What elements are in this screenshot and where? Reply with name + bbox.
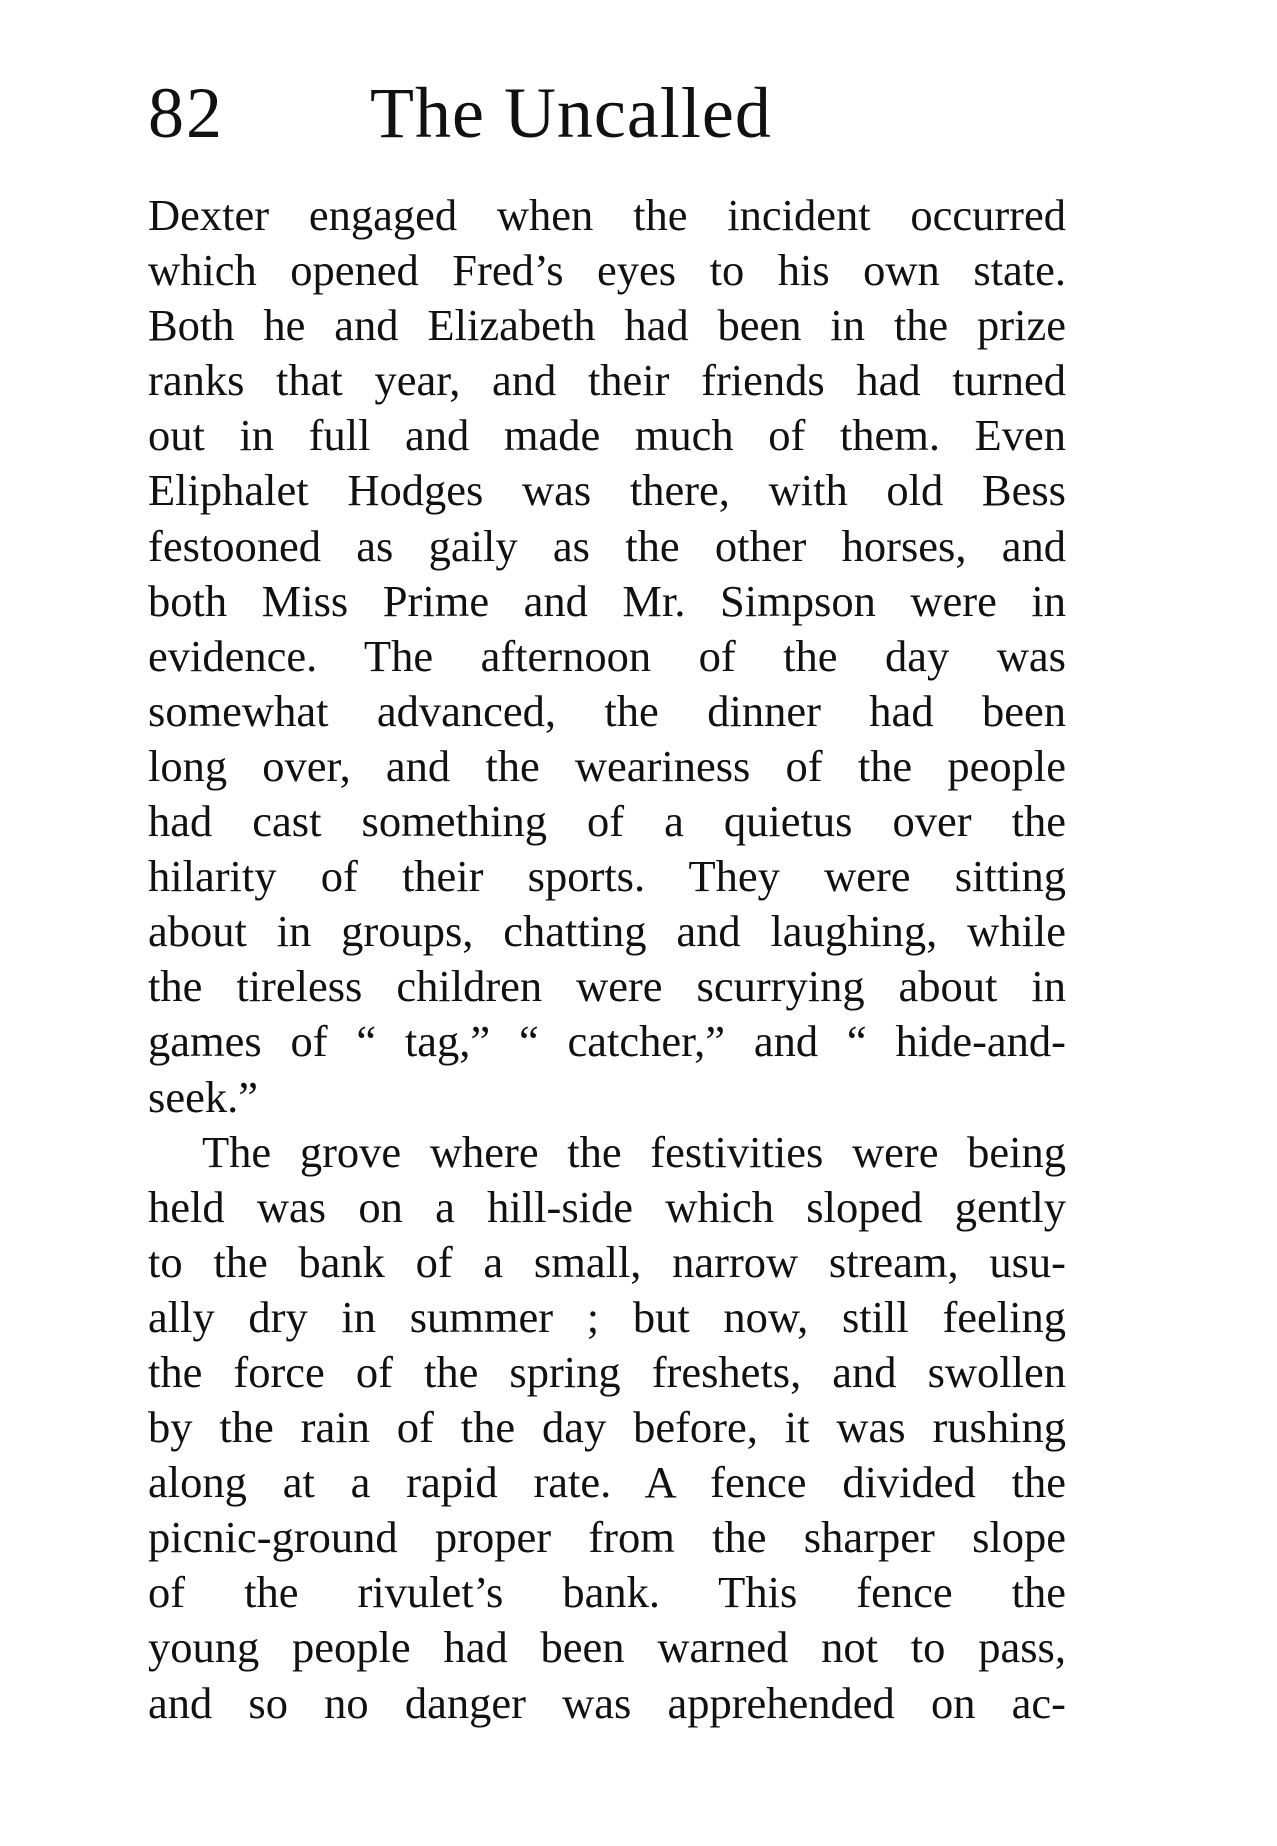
body-text xyxy=(148,188,1066,1731)
text-line: evidence. The afternoon of the day was xyxy=(148,630,1066,681)
text-line: Eliphalet Hodges was there, with old Bess xyxy=(148,465,1066,516)
text-line: festooned as gaily as the other horses, and xyxy=(148,520,1066,571)
text-line: along at a rapid rate. A fence divided the xyxy=(148,1457,1066,1508)
text-line: young people had been warned not to pass, xyxy=(148,1622,1066,1673)
text-line: about in groups, chatting and laughing, while xyxy=(148,906,1066,957)
text-line: by the rain of the day before, it was rushing xyxy=(148,1402,1066,1453)
text-line: ranks that year, and their friends had turned xyxy=(148,355,1066,406)
text-line: long over, and the weariness of the people xyxy=(148,740,1066,791)
text-line: the tireless children were scurrying about in xyxy=(148,961,1066,1012)
text-line: seek.” xyxy=(148,1071,258,1122)
text-line: to the bank of a small, narrow stream, usu- xyxy=(148,1236,1066,1287)
text-line: Both he and Elizabeth had been in the prize xyxy=(148,300,1066,351)
paragraph-2 xyxy=(148,1125,1066,1731)
page-header xyxy=(148,68,1068,168)
running-title: The Uncalled xyxy=(370,73,772,153)
text-line: had cast something of a quietus over the xyxy=(148,796,1066,847)
text-line: and so no danger was apprehended on ac- xyxy=(148,1677,1066,1728)
text-line: of the rivulet’s bank. This fence the xyxy=(148,1567,1066,1618)
text-line: out in full and made much of them. Even xyxy=(148,410,1066,461)
text-line: the force of the spring freshets, and swollen xyxy=(148,1346,1066,1397)
text-line: both Miss Prime and Mr. Simpson were in xyxy=(148,575,1066,626)
text-line: ally dry in summer ; but now, still feeling xyxy=(148,1291,1066,1342)
text-line: held was on a hill-side which sloped gently xyxy=(148,1181,1066,1232)
text-line: picnic-ground proper from the sharper slope xyxy=(148,1512,1066,1563)
paragraph-1 xyxy=(148,188,1066,1125)
text-line: Dexter engaged when the incident occurred xyxy=(148,190,1066,240)
text-line: games of “ tag,” “ catcher,” and “ hide-and- xyxy=(148,1016,1066,1067)
page-number: 82 xyxy=(148,73,224,153)
text-line: hilarity of their sports. They were sitting xyxy=(148,851,1066,902)
text-line: which opened Fred’s eyes to his own state. xyxy=(148,245,1066,296)
text-line: The grove where the festivities were being xyxy=(202,1126,1066,1177)
text-line: somewhat advanced, the dinner had been xyxy=(148,685,1066,736)
